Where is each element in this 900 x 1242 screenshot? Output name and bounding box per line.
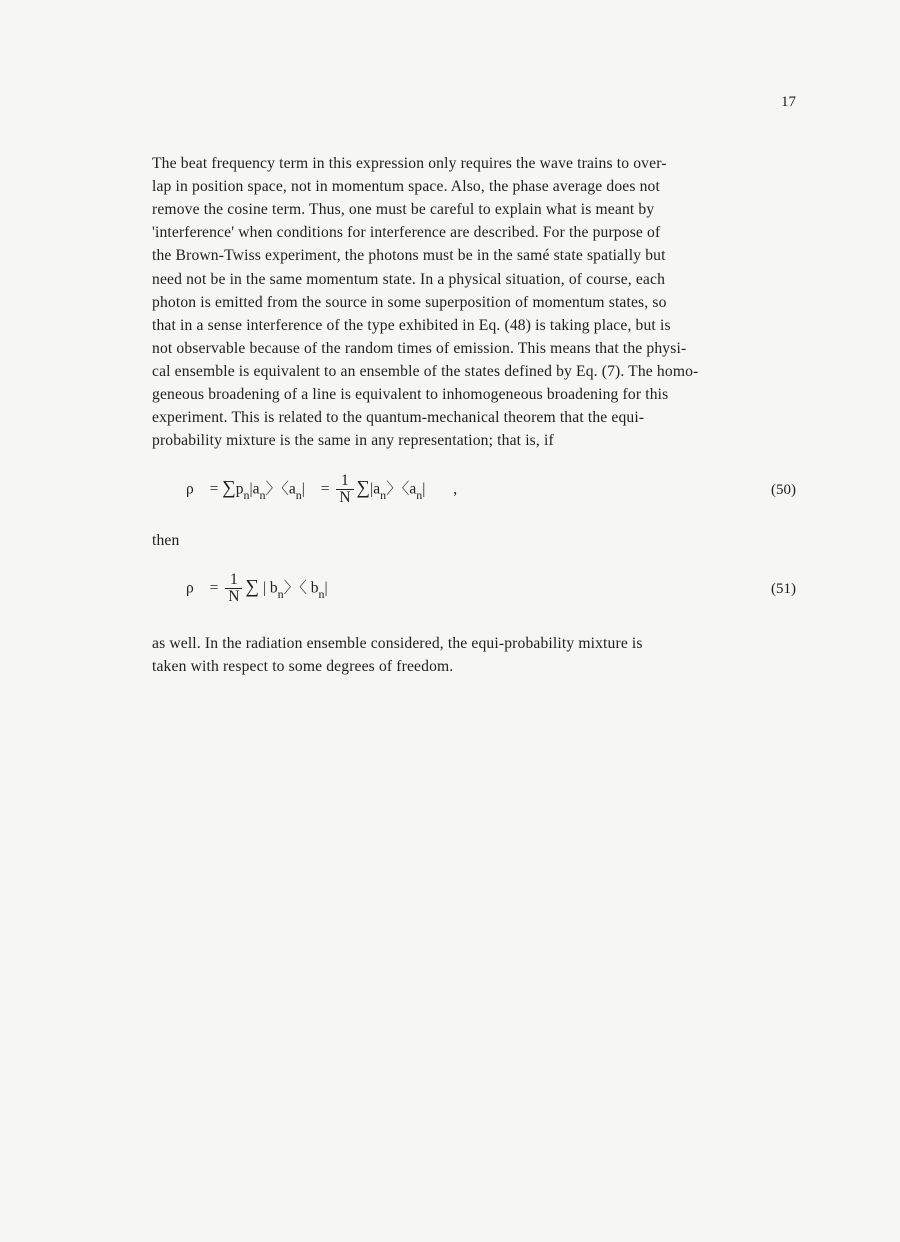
equals-sign: = — [209, 579, 219, 597]
rho-symbol: ρ — [186, 579, 194, 597]
text-line: as well. In the radiation ensemble considered, the equi-probability mixture is — [152, 635, 643, 652]
equals-sign: = — [320, 480, 330, 498]
sum-symbol: ∑ — [245, 576, 259, 598]
b-symbol: b — [269, 579, 278, 597]
a-symbol: a — [373, 480, 381, 498]
text-then: then — [152, 532, 180, 549]
text-line: experiment. This is related to the quantum-mechanical theorem that the equi- — [152, 409, 645, 426]
bar: | — [422, 480, 426, 498]
text-line: that in a sense interference of the type exhibited in Eq. (48) is taking place, but is — [152, 317, 671, 334]
comma: , — [453, 480, 458, 498]
subscript: n — [318, 587, 325, 602]
denominator: N — [228, 588, 240, 606]
a-symbol: a — [252, 480, 260, 498]
angle-open: 〈 — [401, 480, 410, 498]
rho-symbol: ρ — [186, 480, 194, 498]
angle-open: 〈 — [299, 579, 307, 597]
angle-close: 〉 — [283, 579, 300, 597]
bar: | — [249, 480, 253, 498]
sum-symbol: ∑ — [222, 477, 236, 499]
subscript: n — [243, 488, 250, 503]
bar: | — [262, 579, 266, 597]
subscript: n — [259, 488, 266, 503]
text-line: the Brown-Twiss experiment, the photons must be in the samé state spatially but — [152, 247, 666, 264]
p-symbol: p — [235, 480, 244, 498]
subscript: n — [416, 488, 423, 503]
equation-number-51: (51) — [771, 581, 796, 597]
text-line: lap in position space, not in momentum space. Also, the phase average does not — [152, 178, 660, 195]
bar: | — [370, 480, 374, 498]
a-symbol: a — [288, 480, 296, 498]
text-line: remove the cosine term. Thus, one must be careful to explain what is meant by — [152, 201, 655, 218]
text-line: not observable because of the random times of emission. This means that the physi- — [152, 340, 687, 357]
b-symbol: b — [310, 579, 319, 597]
subscript: n — [277, 587, 284, 602]
denominator: N — [339, 489, 351, 507]
numerator: 1 — [225, 572, 242, 589]
angle-close: 〉 — [265, 480, 282, 498]
text-line: geneous broadening of a line is equivalent to inhomogeneous broadening for this — [152, 386, 669, 403]
text-line: cal ensemble is equivalent to an ensemble of the states defined by Eq. (7). The homo- — [152, 363, 699, 380]
numerator: 1 — [336, 473, 353, 490]
subscript: n — [295, 488, 302, 503]
equation-50 — [186, 473, 457, 507]
text-line: photon is emitted from the source in some superposition of momentum states, so — [152, 294, 667, 311]
equation-51 — [186, 572, 328, 606]
fraction — [225, 572, 242, 606]
sum-symbol: ∑ — [356, 477, 371, 499]
bar: | — [324, 579, 328, 597]
text-line: taken with respect to some degrees of freedom. — [152, 658, 454, 675]
angle-close: 〉 — [386, 480, 402, 498]
equation-number-50: (50) — [771, 482, 796, 498]
angle-open: 〈 — [281, 480, 289, 498]
a-symbol: a — [409, 480, 417, 498]
text-line: need not be in the same momentum state. In a physical situation, of course, each — [152, 271, 666, 288]
subscript: n — [380, 488, 387, 503]
text-line: probability mixture is the same in any representation; that is, if — [152, 432, 554, 449]
text-line: 'interference' when conditions for interference are described. For the purpose of — [152, 224, 661, 241]
page-number: 17 — [781, 94, 796, 110]
fraction — [336, 473, 353, 507]
bar: | — [301, 480, 305, 498]
equals-sign: = — [209, 480, 219, 498]
text-line: The beat frequency term in this expression only requires the wave trains to over- — [152, 155, 667, 172]
